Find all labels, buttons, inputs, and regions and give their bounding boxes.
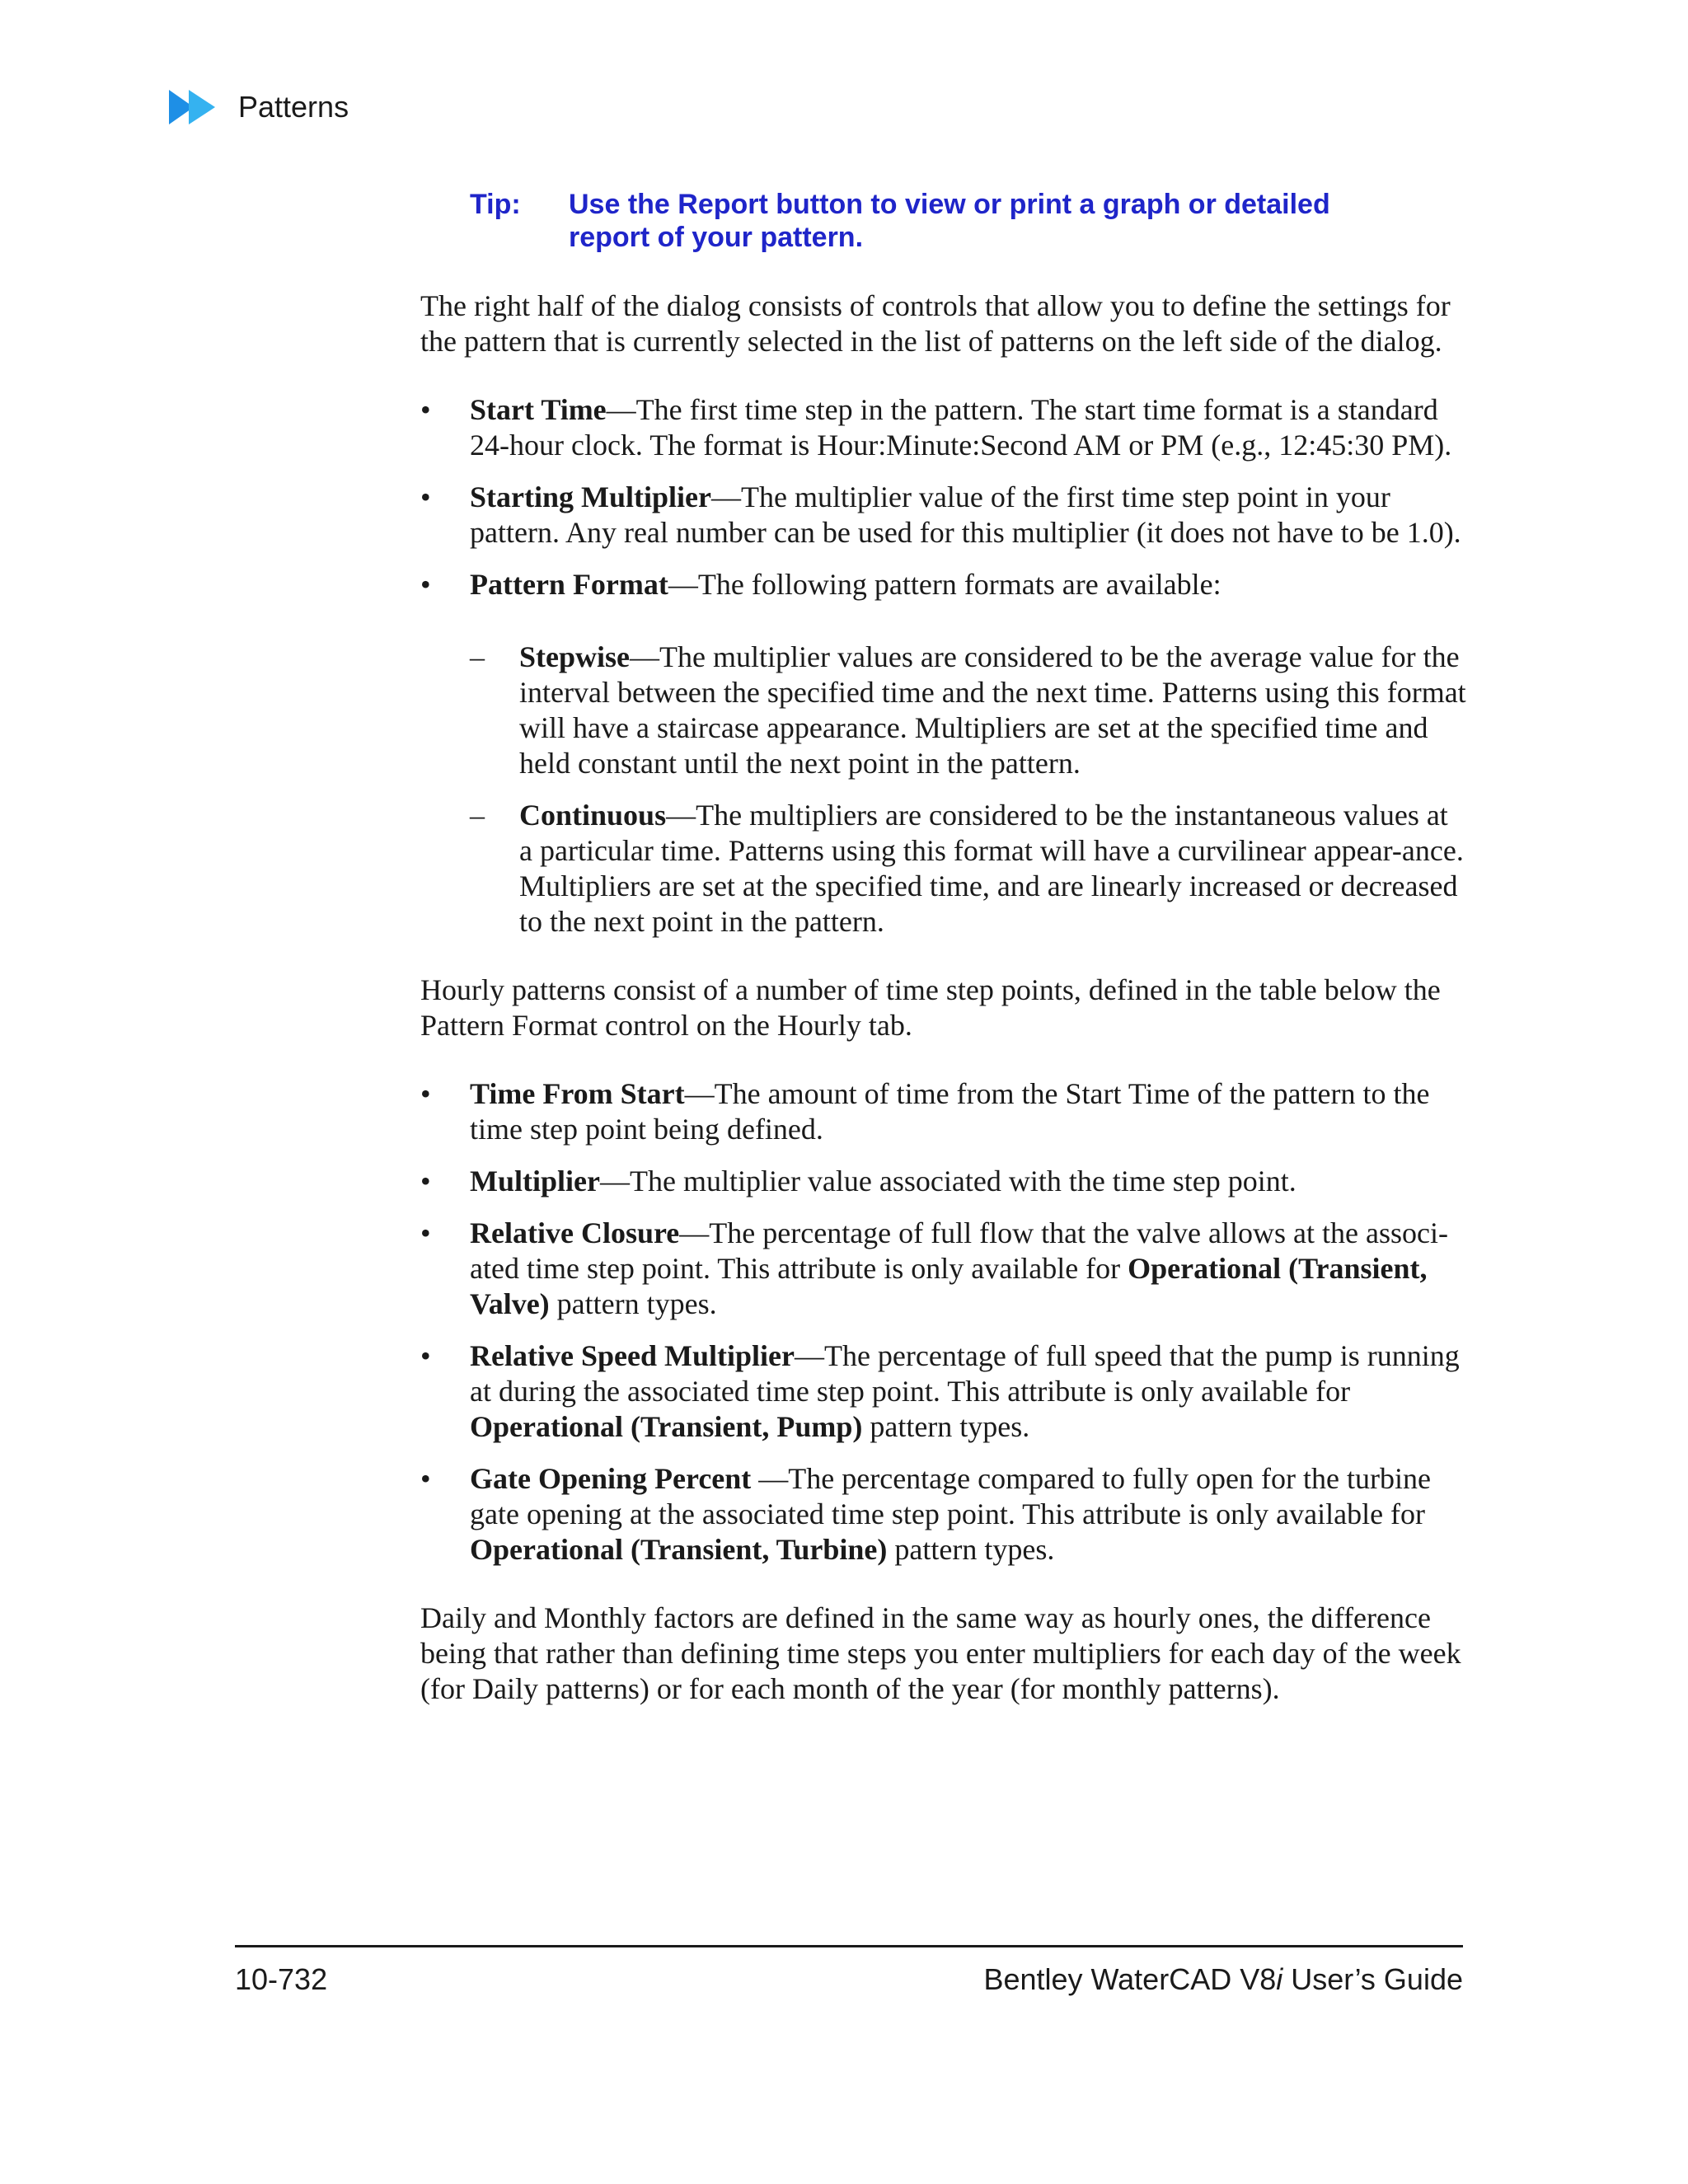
term: Starting Multiplier bbox=[470, 480, 711, 513]
list-item bbox=[420, 1338, 1467, 1445]
description-tail: pattern types. bbox=[862, 1410, 1030, 1443]
list-item bbox=[420, 1216, 1467, 1322]
description: —The multipliers are considered to be the instantaneous values at a particular time. Patterns using this format will have a curvilinear appear-ance. Multipliers are set at the specified time, and are linearly increased or decreased to the next point in the pattern. bbox=[519, 799, 1464, 938]
closing-paragraph: Daily and Monthly factors are defined in the same way as hourly ones, the difference being that rather than defining time steps you enter multipliers for each day of the week (for Daily patterns) or for each month of the year (for monthly patterns). bbox=[420, 1601, 1461, 1705]
tip-callout bbox=[470, 188, 1459, 254]
running-header bbox=[169, 87, 349, 128]
term: Relative Closure bbox=[470, 1216, 680, 1249]
body-content bbox=[420, 288, 1467, 1740]
list-item bbox=[420, 392, 1467, 463]
pattern-type-ref: Operational (Transient, Turbine) bbox=[470, 1533, 888, 1566]
list-item bbox=[420, 567, 1467, 940]
term: Start Time bbox=[470, 393, 607, 426]
term: Pattern Format bbox=[470, 568, 668, 601]
description: —The percentage of full speed that the pump is running at during the associated time step point. This attribute is only available for bbox=[470, 1339, 1460, 1408]
description: —The following pattern formats are available: bbox=[668, 568, 1221, 601]
term: Multiplier bbox=[470, 1165, 600, 1197]
term: Time From Start bbox=[470, 1077, 685, 1110]
guide-title-suffix: User’s Guide bbox=[1282, 1962, 1463, 1996]
description: —The multiplier value associated with the time step point. bbox=[599, 1165, 1296, 1197]
description: —The multiplier value of the first time step point in your pattern. Any real number can be used for this multiplier (it does not have to be 1.0). bbox=[470, 480, 1461, 549]
term: Stepwise bbox=[519, 640, 630, 673]
double-chevron-right-icon bbox=[169, 88, 220, 126]
table-fields-list bbox=[420, 1076, 1467, 1568]
tip-text: Use the Report button to view or print a graph or detailed report of your pattern. bbox=[569, 189, 1330, 253]
description-tail: pattern types. bbox=[887, 1533, 1055, 1566]
footer-divider bbox=[235, 1945, 1463, 1947]
format-list bbox=[470, 640, 1467, 940]
section-title: Patterns bbox=[238, 90, 349, 124]
term: Gate Opening Percent bbox=[470, 1462, 752, 1495]
list-item bbox=[470, 640, 1467, 781]
description-tail: pattern types. bbox=[549, 1287, 717, 1320]
list-item bbox=[420, 1461, 1467, 1568]
list-item bbox=[420, 480, 1467, 551]
term: Relative Speed Multiplier bbox=[470, 1339, 795, 1372]
guide-title-italic: i bbox=[1276, 1962, 1283, 1996]
list-item bbox=[470, 798, 1467, 940]
guide-title-prefix: Bentley WaterCAD V8 bbox=[983, 1962, 1277, 1996]
list-item bbox=[420, 1164, 1467, 1199]
list-item bbox=[420, 1076, 1467, 1147]
term: Continuous bbox=[519, 799, 667, 832]
description: —The percentage compared to fully open for the turbine gate opening at the associated time step point. This attribute is only available for bbox=[470, 1462, 1431, 1530]
tip-label: Tip: bbox=[470, 189, 521, 220]
description: —The amount of time from the Start Time of the pattern to the time step point being defined. bbox=[470, 1077, 1430, 1146]
settings-list bbox=[420, 392, 1467, 940]
hourly-paragraph: Hourly patterns consist of a number of time step points, defined in the table below the Pattern Format control on the Hourly tab. bbox=[420, 973, 1441, 1042]
pattern-type-ref: Operational (Transient, Valve) bbox=[470, 1252, 1428, 1320]
intro-paragraph: The right half of the dialog consists of controls that allow you to define the settings for the pattern that is currently selected in the list of patterns on the left side of the dialog. bbox=[420, 289, 1451, 358]
page-number: 10-732 bbox=[235, 1962, 328, 1996]
description: —The first time step in the pattern. The start time format is a standard 24-hour clock. The format is Hour:Minute:Second AM or PM (e.g., 12:45:30 PM). bbox=[470, 393, 1452, 462]
description: —The multiplier values are considered to be the average value for the interval between the specified time and the next time. Patterns using this format will have a staircase appearance. Multipliers are set at the specified time and held constant until the next point in the pattern. bbox=[519, 640, 1466, 780]
description: —The percentage of full flow that the valve allows at the associ-ated time step point. This attribute is only available for bbox=[470, 1216, 1448, 1285]
pattern-type-ref: Operational (Transient, Pump) bbox=[470, 1410, 863, 1443]
guide-title bbox=[983, 1961, 1463, 1998]
